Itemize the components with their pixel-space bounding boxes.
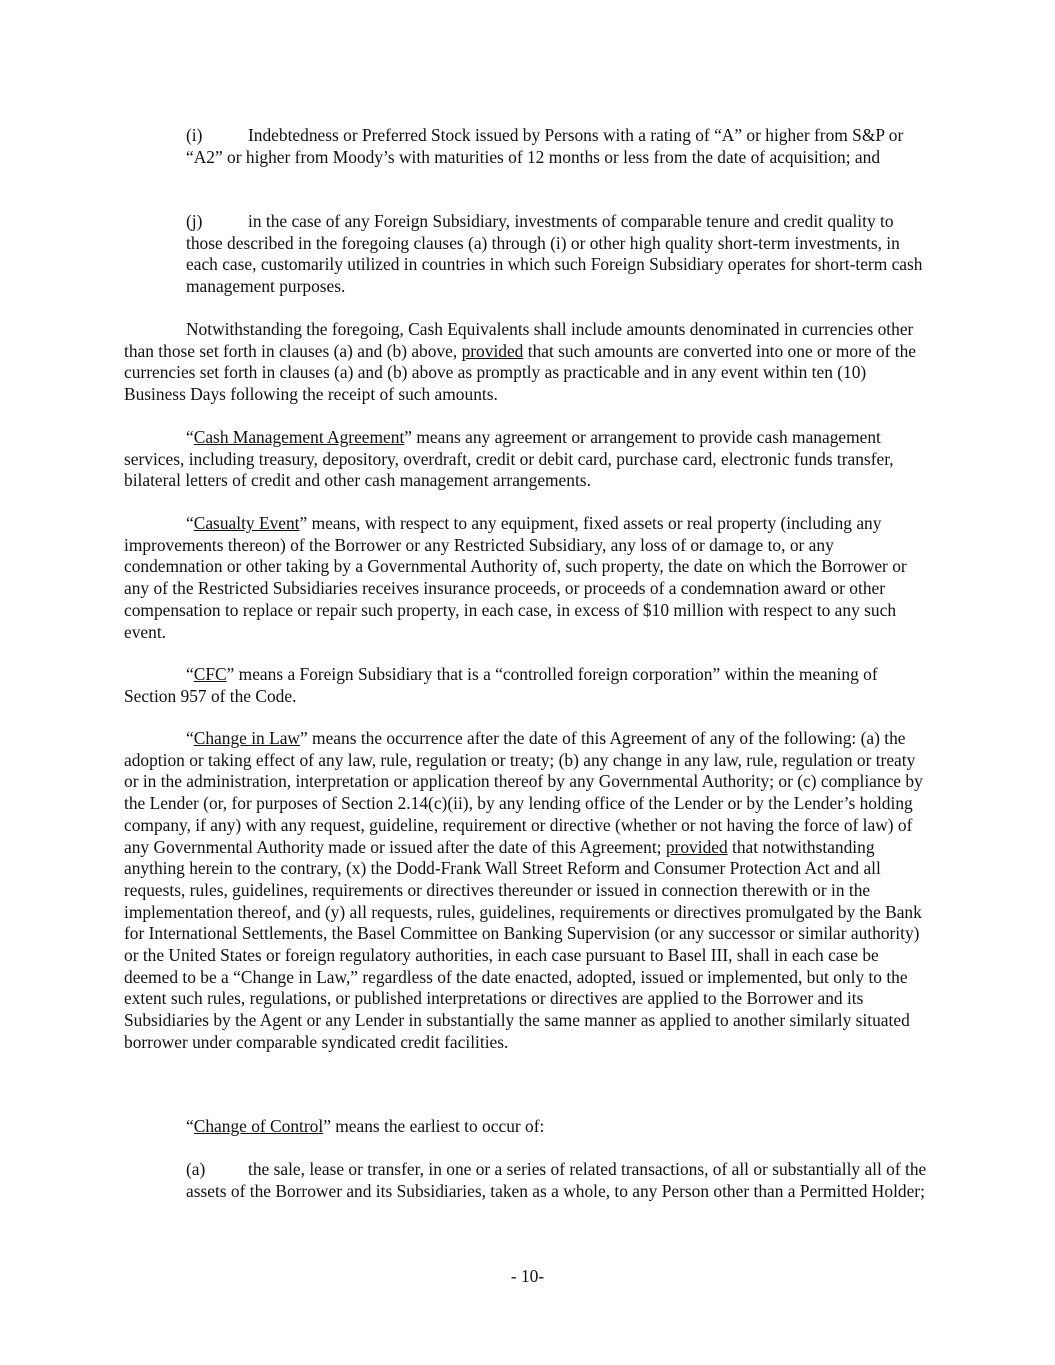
definition-change-of-control bbox=[124, 1116, 928, 1138]
defined-term-cfc: CFC bbox=[193, 664, 227, 684]
clause-j-text: in the case of any Foreign Subsidiary, investments of comparable tenure and credit quality to those described in the foregoing clauses (a) through (i) or other high quality short-term investments, in each case, customarily utilized in countries in which such Foreign Subsidiary operates for short-term cash management purposes. bbox=[186, 211, 923, 297]
open-quote: “ bbox=[186, 664, 194, 684]
definition-change-in-law bbox=[124, 728, 928, 1054]
notwithstanding-after: that such amounts are converted into one or more of the currencies set forth in clauses (a) and (b) above as promptly as practicable and in any event within ten (10) Business Days following the receipt of such amounts. bbox=[124, 340, 917, 405]
definition-body: ” means any agreement or arrangement to provide cash management services, including treasury, depository, overdraft, credit or debit card, purchase card, electronic funds transfer, bilateral letters of credit and other cash management arrangements. bbox=[124, 427, 894, 491]
definition-body: ” means, with respect to any equipment, fixed assets or real property (including any improvements thereon) of the Borrower or any Restricted Subsidiary, any loss of or damage to, or any condemnation or other taking by a Governmental Authority of, such property, the date on which the Borrower or any of the Restricted Subsidiaries receives insurance proceeds, or proceeds of a condemnation award or other compensation to replace or repair such property, in each case, in excess of $10 million with respect to any such event. bbox=[124, 513, 907, 642]
clause-i-marker: (i) bbox=[186, 125, 203, 145]
defined-term-casualty-event: Casualty Event bbox=[193, 513, 300, 533]
definition-body: ” means the earliest to occur of: bbox=[323, 1116, 545, 1136]
defined-term-cash-management-agreement: Cash Management Agreement bbox=[193, 427, 405, 447]
provided-term: provided bbox=[461, 340, 524, 361]
defined-term-change-in-law: Change in Law bbox=[193, 728, 300, 748]
clause-i-text: Indebtedness or Preferred Stock issued by Persons with a rating of “A” or higher from S&P or “A2” or higher from Moody’s with maturities of 12 months or less from the date of acquisition; and bbox=[186, 125, 904, 167]
open-quote: “ bbox=[186, 728, 194, 748]
definition-cash-management-agreement bbox=[124, 427, 928, 492]
clause-a-marker: (a) bbox=[186, 1159, 206, 1179]
page-number: - 10- bbox=[510, 1266, 545, 1286]
notwithstanding-paragraph bbox=[124, 319, 928, 406]
definition-body-before: ” means the occurrence after the date of this Agreement of any of the following: (a) the adoption or taking effect of any law, rule, regulation or treaty; (b) any change in any law, rule, regulation or treaty or in the administration, interpretation or application thereof by any Governmental Authority; or (c) compliance by the Lender (or, for purposes of Section 2.14(c)(ii), by any lending office of the Lender or by the Lender’s holding company, if any) with any request, guideline, requirement or directive (whether or not having the force of law) of any Governmental Authority made or issued after the date of this Agreement; bbox=[124, 728, 923, 857]
clause-j bbox=[186, 211, 928, 298]
open-quote: “ bbox=[186, 513, 194, 533]
definition-body: ” means a Foreign Subsidiary that is a “controlled foreign corporation” within the meaning of Section 957 of the Code. bbox=[124, 664, 878, 706]
defined-term-change-of-control: Change of Control bbox=[193, 1116, 324, 1136]
clause-j-marker: (j) bbox=[186, 211, 203, 231]
clause-a bbox=[186, 1159, 928, 1202]
clause-i bbox=[186, 125, 928, 168]
open-quote: “ bbox=[186, 1116, 194, 1136]
definition-casualty-event bbox=[124, 513, 928, 643]
definition-body-after: that notwithstanding anything herein to the contrary, (x) the Dodd-Frank Wall Street Reform and Consumer Protection Act and all requests, rules, guidelines, requirements or directives thereunder or issued in connection therewith or in the implementation thereof, and (y) all requests, rules, guidelines, requirements or directives promulgated by the Bank for International Settlements, the Basel Committee on Banking Supervision (or any successor or similar authority) or the United States or foreign regulatory authorities, in each case pursuant to Basel III, shall in each case be deemed to be a “Change in Law,” regardless of the date enacted, adopted, issued or implemented, but only to the extent such rules, regulations, or published interpretations or directives are applied to the Borrower and its Subsidiaries by the Agent or any Lender in substantially the same manner as applied to another similarly situated borrower under comparable syndicated credit facilities. bbox=[124, 836, 922, 1052]
notwithstanding-before: Notwithstanding the foregoing, Cash Equivalents shall include amounts denominated in currencies other than those set forth in clauses (a) and (b) above, bbox=[124, 319, 914, 361]
open-quote: “ bbox=[186, 427, 194, 447]
clause-a-text: the sale, lease or transfer, in one or a series of related transactions, of all or substantially all of the assets of the Borrower and its Subsidiaries, taken as a whole, to any Person other than a Permitted Holder; bbox=[186, 1159, 927, 1201]
provided-term: provided bbox=[665, 836, 728, 857]
definition-cfc bbox=[124, 664, 928, 707]
